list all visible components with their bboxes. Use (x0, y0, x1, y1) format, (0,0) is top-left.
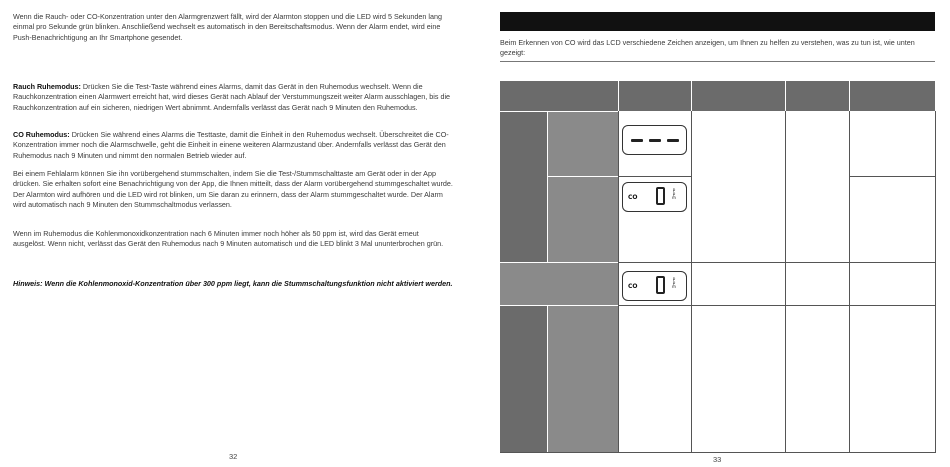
section-heading-bar (500, 12, 935, 31)
smoke-hush-text: Drücken Sie die Test-Taste während eines Alarms, damit das Gerät in den Ruhemodus wechselt. Wenn die Rauchkonzentration einen Alarmwert erreicht hat, wird dieses Gerät nach Ablauf der Verstummungszeit weiter Alarm ausschlagen, bis die Rauchkonzentration auf ein sicheren, niedrigen Wert abnimmt. Andernfalls verlässt das Gerät nach 9 Minuten den Ruhemodus. (13, 82, 451, 112)
co-hush-text: Drücken Sie während eines Alarms die Testtaste, damit die Einheit in den Ruhemodus wechselt. Überschreitet die CO-Konzentration immer noch die Alarmschwelle, geht die Einheit in einene weiteren Alarmzustand über. Andernfalls verlässt das Gerät den Ruhemodus nach 9 Minuten und nimmt den normalen Betrieb wieder auf. (13, 130, 449, 160)
table-row-header-cell (500, 263, 618, 305)
paragraph-six-minutes: Wenn im Ruhemodus die Kohlenmonoxidkonzentration nach 6 Minuten immer noch höher als 50 ppm ist, wird das Gerät erneut ausgelöst. Wenn nicht, verlässt das Gerät den Ruhemodus nach 9 Minuten automatisch und die LED blinkt 3 Mal ununterbrochen grün. (13, 229, 444, 249)
note-300ppm: Hinweis: Wenn die Kohlenmonoxid-Konzentration über 300 ppm liegt, kann die Stummschaltungsfunktion nicht aktiviert werden. (13, 279, 453, 288)
lcd-dashes-icon (622, 125, 687, 155)
lcd-dash (631, 139, 643, 142)
grid-line (618, 262, 935, 263)
page-number-right: 33 (713, 455, 722, 464)
paragraph-false-alarm: Bei einem Fehlalarm können Sie ihn vorübergehend stummschalten, indem Sie die Test-/Stummschalttaste am Gerät oder in der App drücken. Sie erhalten sofort eine Benachrichtigung von der App, die Ihnen mitteilt, dass der Alarm vorübergehend stummgeschaltet wurde. Der Alarmton wird aufhören und die LED wird rot blinken, um Sie daran zu erinnern, dass der Alarm stummgeschaltet wurde. Der Alarm wird automatisch nach 9 Minuten den Stummschaltmodus verlassen. (13, 169, 453, 210)
lcd-dash (667, 139, 679, 142)
lcd-co-zero-icon (622, 182, 687, 212)
table-row-header-cell (548, 112, 618, 176)
table-header-cell (619, 81, 691, 111)
table-header-cell (692, 81, 785, 111)
grid-line (618, 176, 691, 177)
co-hush-label: CO Ruhemodus: (13, 130, 70, 139)
lcd-co-label: CO (628, 194, 638, 201)
lcd-digit-zero (656, 187, 665, 205)
table-row-header-cell (500, 306, 547, 452)
table-header-cell (500, 81, 618, 111)
table-header-cell (850, 81, 935, 111)
paragraph-smoke-hush (13, 82, 453, 113)
table-row-header-cell (548, 306, 618, 452)
table-row-header-cell (548, 177, 618, 262)
paragraph-co-hush (13, 130, 453, 161)
lcd-unit-ppm: p p m (672, 276, 676, 289)
grid-line (618, 305, 935, 306)
table-row-header-cell (500, 112, 547, 262)
lcd-co-zero-icon (622, 271, 687, 301)
right-page (470, 0, 950, 467)
grid-line (849, 111, 850, 452)
grid-line (785, 111, 786, 452)
table-header-cell (786, 81, 849, 111)
lcd-co-label: CO (628, 283, 638, 290)
grid-line (935, 111, 936, 452)
left-page (0, 0, 470, 467)
grid-line (500, 452, 936, 453)
grid-line (850, 176, 935, 177)
grid-line (618, 111, 619, 452)
lcd-dash (649, 139, 661, 142)
smoke-hush-label: Rauch Ruhemodus: (13, 82, 81, 91)
lcd-digit-zero (656, 276, 665, 294)
page-number-left: 32 (229, 452, 238, 461)
paragraph-alarm-end: Wenn die Rauch- oder CO-Konzentration unter den Alarmgrenzwert fällt, wird der Alarmton stoppen und die LED wird 5 Sekunden lang einmal pro Sekunde grün blinken. Anschließend wechselt es automatisch in den Bereitschaftsmodus. Wenn der Alarm endet, wird eine Push-Benachrichtigung an Ihr Smartphone gesendet. (13, 12, 442, 42)
lcd-unit-ppm: p p m (672, 187, 676, 200)
intro-text: Beim Erkennen von CO wird das LCD verschiedene Zeichen anzeigen, um Ihnen zu helfen zu verstehen, was zu tun ist, wie unten gezeigt: (500, 38, 915, 57)
grid-line (691, 111, 692, 452)
divider (500, 61, 935, 62)
